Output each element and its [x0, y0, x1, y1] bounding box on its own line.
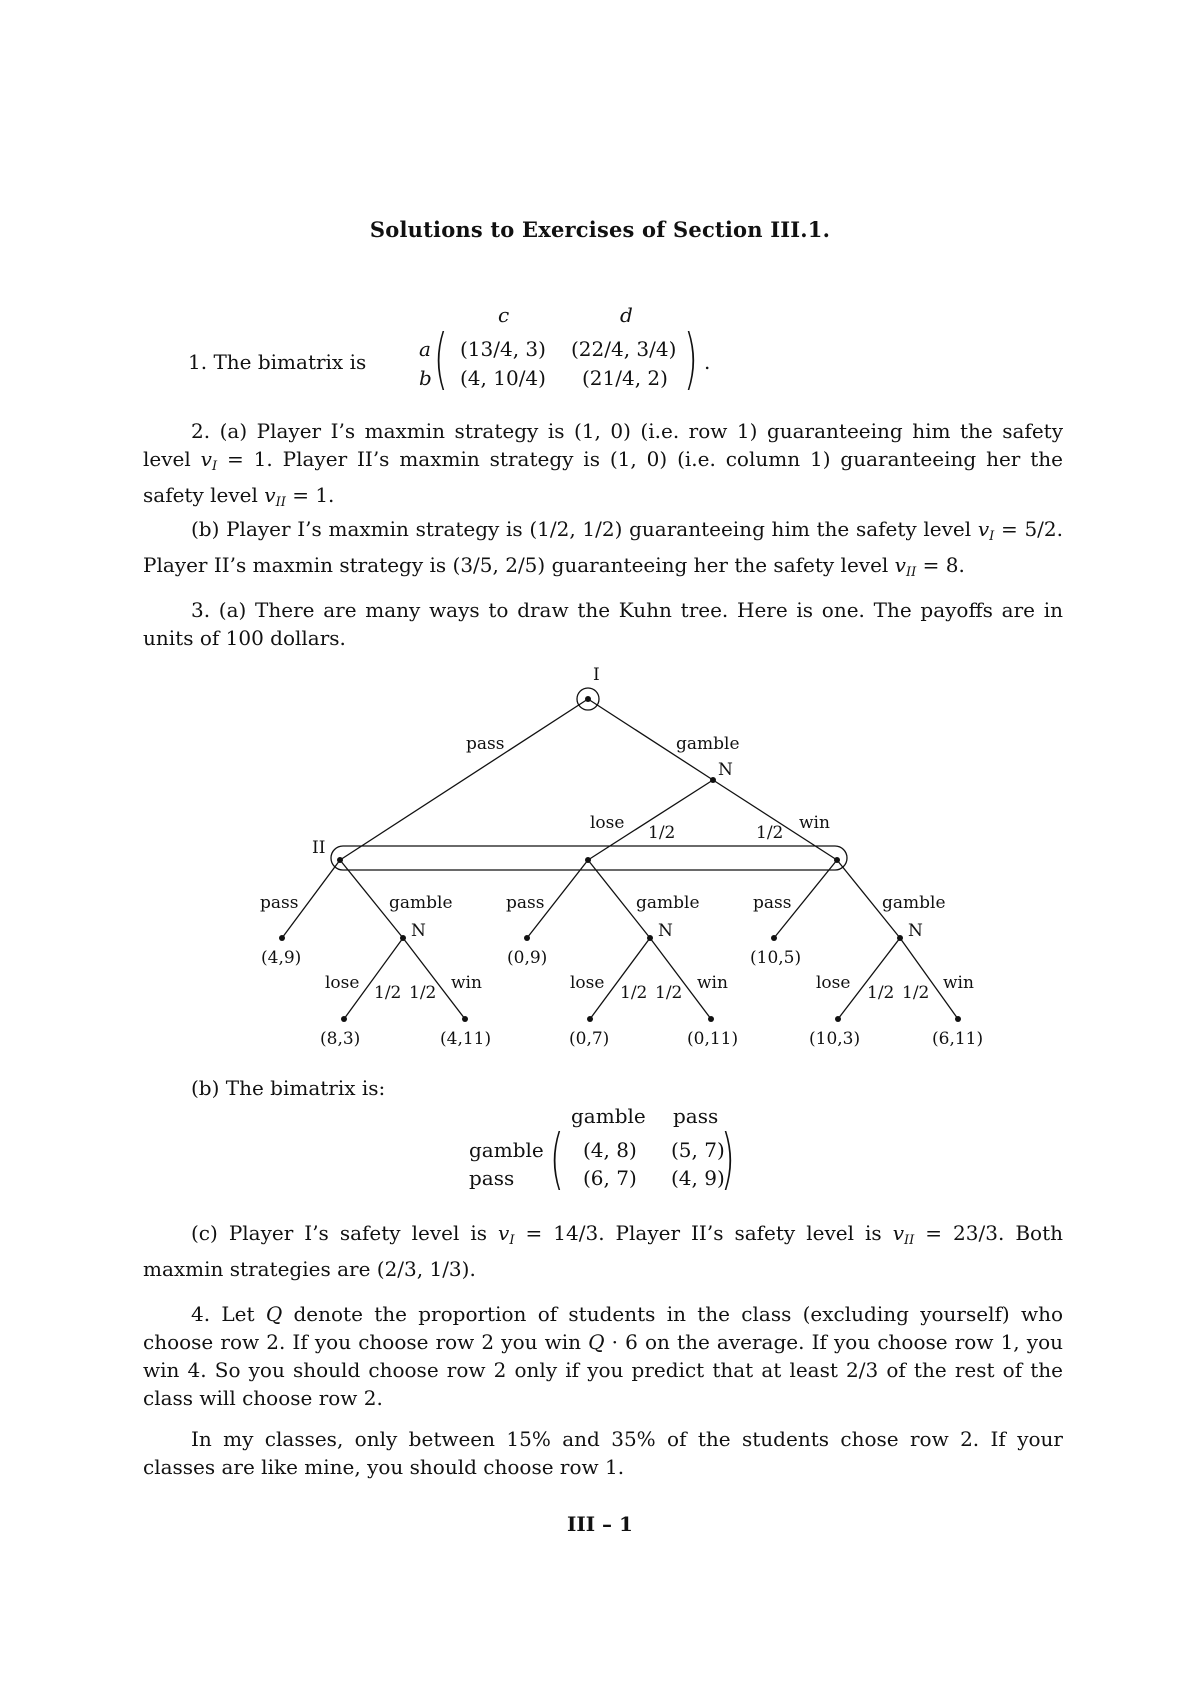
leaf-pass-1	[279, 935, 285, 941]
ex3c-text-1: (c) Player I’s safety level is	[191, 1221, 499, 1245]
ii3-gamble-label: gamble	[882, 893, 946, 913]
ex3b-row-label-gamble: gamble	[469, 1138, 544, 1162]
ii-node-3	[834, 857, 840, 863]
n1-label: N	[411, 921, 426, 941]
ex3b-row-label-pass: pass	[469, 1166, 515, 1190]
root-gamble-label: gamble	[676, 734, 740, 754]
ex2b-sub-2: II	[905, 565, 917, 580]
chance-node-1	[400, 935, 406, 941]
ex3b-lead: (b) The bimatrix is:	[191, 1076, 386, 1100]
ii-node-2	[585, 857, 591, 863]
ex1-row-label-a: a	[419, 337, 431, 361]
ex2b-text-1: (b) Player I’s maxmin strategy is (1/2, 1/2) guaranteeing him the safety level	[191, 517, 978, 541]
n2-win-prob: 1/2	[655, 983, 683, 1003]
ex1-cell-a-c: (13/4, 3)	[460, 337, 546, 361]
ex2a-text-1: 2. (a) Player I’s maxmin strategy is (1, 0) (i.e. row 1) guaranteeing him the safety level	[143, 419, 1063, 471]
exercise-4-remark: In my classes, only between 15% and 35% of the students chose row 2. If your classes are like mine, you should choose row 1.	[143, 1427, 1063, 1479]
ex2b-sub-1: I	[989, 529, 995, 544]
ex1-trailing: .	[704, 350, 711, 374]
n3-win-label: win	[943, 973, 974, 993]
exercise-3a: 3. (a) There are many ways to draw the Kuhn tree. Here is one. The payoffs are in units of 100 dollars.	[143, 598, 1063, 650]
payoff-pass-3: (10,5)	[750, 948, 802, 968]
chance-node-3	[897, 935, 903, 941]
chance-lose-prob: 1/2	[648, 823, 676, 843]
page-number: III – 1	[567, 1512, 633, 1536]
n1-win-label: win	[451, 973, 482, 993]
chance-win-prob: 1/2	[756, 823, 784, 843]
ex2b-var-1: v	[977, 517, 990, 541]
leaf-pass-2	[524, 935, 530, 941]
ex1-col-label-c: c	[498, 303, 510, 327]
ex2b-var-2: v	[894, 553, 906, 577]
ex4-text-3: · 6 on the average. If you choose row 1, you win 4. So you should choose row 2 only if you predict that at least 2/3 of the rest of the class will choose row 2.	[143, 1330, 1063, 1410]
ex1-cell-a-d: (22/4, 3/4)	[571, 337, 677, 361]
ex1-cell-b-c: (4, 10/4)	[460, 366, 546, 390]
ex1-lead: 1. The bimatrix is	[188, 350, 367, 374]
leaf-4	[708, 1016, 714, 1022]
ex4-var-q1: Q	[265, 1302, 283, 1326]
root-pass-label: pass	[466, 734, 505, 754]
leaf-pass-3	[771, 935, 777, 941]
info-set-label: II	[312, 838, 326, 858]
ex3b-left-paren: (	[549, 1120, 564, 1197]
payoff-leaf-4: (0,11)	[687, 1029, 739, 1049]
n3-label: N	[908, 921, 923, 941]
chance-label: N	[718, 760, 733, 780]
ex2b-text-2: = 5/2. Player II’s maxmin strategy is (3/5, 2/5) guaranteeing her the safety level	[143, 517, 1063, 577]
leaf-2	[462, 1016, 468, 1022]
payoff-leaf-5: (10,3)	[809, 1029, 861, 1049]
n2-label: N	[658, 921, 673, 941]
exercise-4	[143, 1300, 1063, 1412]
ex1-cell-b-d: (21/4, 2)	[582, 366, 668, 390]
ex2a-text-2: = 1. Player II’s maxmin strategy is (1, 0) (i.e. column 1) guaranteeing her the safety level	[143, 447, 1063, 507]
root-label: I	[593, 665, 600, 685]
ex1-row-label-b: b	[419, 366, 432, 390]
ex4-text-1: 4. Let	[191, 1302, 266, 1326]
chance-node	[710, 777, 716, 783]
ex4-var-q2: Q	[588, 1330, 605, 1354]
payoff-leaf-2: (4,11)	[440, 1029, 492, 1049]
ex1-col-label-d: d	[620, 303, 633, 327]
chance-lose-label: lose	[590, 813, 625, 833]
n2-lose-prob: 1/2	[620, 983, 648, 1003]
ii2-gamble-label: gamble	[636, 893, 700, 913]
ex3c-var-2: v	[892, 1221, 904, 1245]
leaf-1	[341, 1016, 347, 1022]
leaf-3	[587, 1016, 593, 1022]
root-node	[585, 696, 591, 702]
ex3b-cell-gp: (5, 7)	[671, 1138, 725, 1162]
n3-lose-prob: 1/2	[867, 983, 895, 1003]
ii1-gamble-label: gamble	[389, 893, 453, 913]
ex2a-var-1: v	[200, 447, 212, 471]
ex2b-text-3: = 8.	[916, 553, 965, 577]
ex3b-right-paren: )	[720, 1120, 735, 1197]
ex1-right-paren: )	[683, 320, 698, 397]
ex3c-sub-1: I	[509, 1233, 515, 1248]
n1-lose-label: lose	[325, 973, 360, 993]
exercise-3c	[143, 1219, 1063, 1283]
ex2a-var-2: v	[264, 483, 276, 507]
ii1-pass-label: pass	[260, 893, 299, 913]
page-title: Solutions to Exercises of Section III.1.	[369, 217, 831, 242]
ex3b-cell-pp: (4, 9)	[671, 1166, 725, 1190]
ex3c-sub-2: II	[904, 1233, 915, 1248]
ex2a-sub-2: II	[275, 495, 286, 510]
leaf-5	[835, 1016, 841, 1022]
n1-win-prob: 1/2	[409, 983, 437, 1003]
ex3b-col-label-pass: pass	[673, 1104, 719, 1128]
ex4-text-2: denote the proportion of students in the class (excluding yourself) who choose row 2. If you choose row 2 you win	[143, 1302, 1063, 1354]
ex3b-cell-gg: (4, 8)	[583, 1138, 637, 1162]
chance-node-2	[647, 935, 653, 941]
n2-win-label: win	[697, 973, 728, 993]
payoff-leaf-6: (6,11)	[932, 1029, 984, 1049]
branch-root-pass	[340, 699, 588, 860]
n2-lose-label: lose	[570, 973, 605, 993]
ex3b-col-label-gamble: gamble	[571, 1104, 646, 1128]
leaf-6	[955, 1016, 961, 1022]
ex3c-text-3: = 23/3. Both maxmin strategies are (2/3, 1/3).	[143, 1221, 1063, 1281]
ii-node-1	[337, 857, 343, 863]
n3-win-prob: 1/2	[902, 983, 930, 1003]
ii2-pass-label: pass	[506, 893, 545, 913]
payoff-leaf-1: (8,3)	[320, 1029, 361, 1049]
ex3b-cell-pg: (6, 7)	[583, 1166, 637, 1190]
ex2a-sub-1: I	[211, 459, 218, 474]
payoff-pass-1: (4,9)	[261, 948, 302, 968]
ex2a-text-3: = 1.	[285, 483, 335, 507]
n1-lose-prob: 1/2	[374, 983, 402, 1003]
ii3-pass-label: pass	[753, 893, 792, 913]
chance-win-label: win	[799, 813, 830, 833]
payoff-leaf-3: (0,7)	[569, 1029, 610, 1049]
ex3c-text-2: = 14/3. Player II’s safety level is	[514, 1221, 893, 1245]
payoff-pass-2: (0,9)	[507, 948, 548, 968]
ex3c-var-1: v	[498, 1221, 510, 1245]
n3-lose-label: lose	[816, 973, 851, 993]
ex1-left-paren: (	[433, 320, 448, 397]
